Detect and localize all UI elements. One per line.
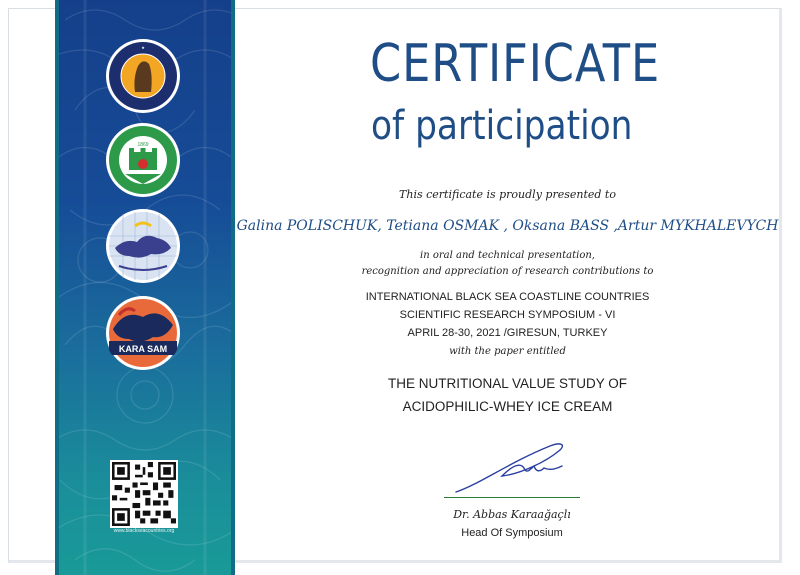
svg-text:1869: 1869 xyxy=(137,142,149,148)
paper-title-line-1: THE NUTRITIONAL VALUE STUDY OF xyxy=(387,376,628,391)
qr-url-label: www.blackseacountries.org xyxy=(113,528,175,534)
signature-image xyxy=(450,440,580,498)
paper-intro-text: with the paper entitled xyxy=(449,346,566,357)
presentation-line-2: recognition and appreciation of research contributions to xyxy=(361,266,654,277)
band-edge-right xyxy=(231,0,235,575)
karasam-logo xyxy=(105,295,181,371)
event-date-place: APRIL 28-30, 2021 /GIRESUN, TURKEY xyxy=(407,327,608,339)
recipient-names: Galina POLISCHUK, Tetiana OSMAK , Oksana BASS ,Artur MYKHALEVYCH xyxy=(236,218,779,234)
signatory-name: Dr. Abbas Karaağaçlı xyxy=(453,508,571,521)
certificate-title: CERTIFICATE xyxy=(370,34,661,94)
band-edge-left xyxy=(55,0,59,575)
black-sea-map-logo xyxy=(105,208,181,284)
svg-text:KARA SAM: KARA SAM xyxy=(118,344,168,354)
svg-text:★: ★ xyxy=(141,45,145,50)
presented-to-text: This certificate is proudly presented to xyxy=(399,188,616,201)
certificate-subtitle: of participation xyxy=(371,103,633,149)
signature-line xyxy=(444,497,580,498)
paper-title-line-2: ACIDOPHILIC-WHEY ICE CREAM xyxy=(402,399,613,414)
giresun-municipality-logo xyxy=(105,122,181,198)
event-name-line-1: INTERNATIONAL BLACK SEA COASTLINE COUNTRIES xyxy=(365,291,650,303)
presentation-line-1: in oral and technical presentation, xyxy=(420,250,595,261)
qr-code xyxy=(110,460,178,528)
signatory-role: Head Of Symposium xyxy=(461,527,563,539)
institute-seal-logo xyxy=(105,38,181,114)
event-name-line-2: SCIENTIFIC RESEARCH SYMPOSIUM - VI xyxy=(399,309,616,321)
